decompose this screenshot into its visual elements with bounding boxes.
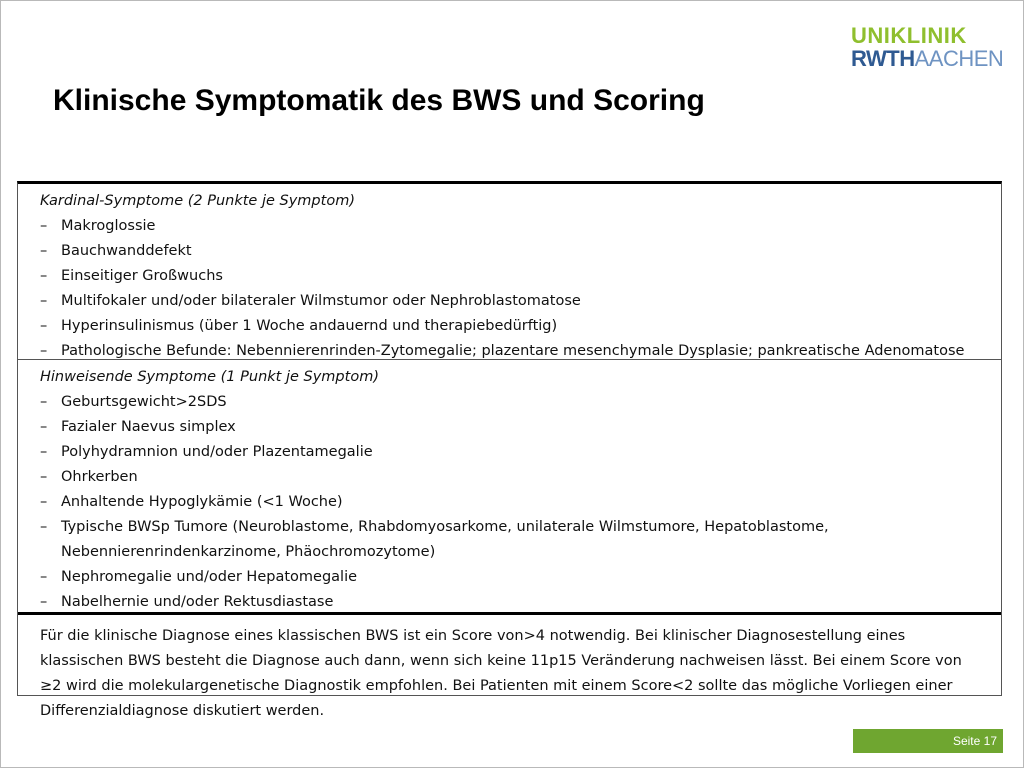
cardinal-item-text: Bauchwanddefekt [61, 243, 192, 259]
cardinal-item [40, 239, 1001, 264]
indicative-item [40, 465, 1001, 490]
indicative-item [40, 415, 1001, 440]
cardinal-symptoms-section [18, 184, 1001, 359]
page-number-badge [853, 729, 1003, 753]
list-dash: – [40, 268, 48, 284]
cardinal-item [40, 289, 1001, 314]
indicative-item-text: Anhaltende Hypoglykämie (<1 Woche) [61, 494, 343, 510]
symptom-table [17, 181, 1002, 719]
page-number: Seite 17 [952, 734, 997, 748]
indicative-item [40, 515, 1001, 565]
list-dash: – [40, 394, 48, 410]
indicative-item [40, 440, 1001, 465]
scoring-note: Für die klinische Diagnose eines klassischen BWS ist ein Score von>4 notwendig. Bei klinischer Diagnosestellung eines klassischen BWS besteht die Diagnose auch dann, wenn sich keine 11p15 Veränderung nachweisen lässt. Bei einem Score von ≥2 wird die molekulargenetische Diagnostik empfohlen. Bei Patienten mit einem Score<2 sollte das mögliche Vorliegen einer Differenzialdiagnose diskutiert werden. [40, 628, 962, 719]
indicative-symptoms-section [18, 359, 1001, 612]
logo-aachen: AACHEN [914, 46, 1004, 71]
indicative-item-text: Nephromegalie und/oder Hepatomegalie [61, 569, 358, 585]
cardinal-item-text: Pathologische Befunde: Nebennierenrinden-Zytomegalie; plazentare mesenchymale Dysplasie; pankreatische Adenomatose [61, 343, 965, 359]
list-dash: – [40, 243, 48, 259]
list-dash: – [40, 318, 48, 334]
list-dash: – [40, 293, 48, 309]
indicative-item-text: Fazialer Naevus simplex [61, 419, 236, 435]
logo-line-rwth-aachen [851, 47, 1003, 71]
list-dash: – [40, 594, 48, 610]
indicative-item-text: Typische BWSp Tumore (Neuroblastome, Rhabdomyosarkome, unilaterale Wilmstumore, Hepatoblastome, Nebennierenrindenkarzinome, Phäochromozytome) [61, 519, 829, 560]
indicative-item-text: Ohrkerben [61, 469, 138, 485]
indicative-item [40, 390, 1001, 415]
cardinal-item-text: Einseitiger Großwuchs [61, 268, 223, 284]
list-dash: – [40, 218, 48, 234]
cardinal-item-text: Makroglossie [61, 218, 156, 234]
cardinal-item [40, 314, 1001, 339]
list-dash: – [40, 419, 48, 435]
list-dash: – [40, 444, 48, 460]
list-dash: – [40, 469, 48, 485]
indicative-symptoms-heading: Hinweisende Symptome (1 Punkt je Symptom) [40, 369, 379, 385]
logo-rwth: RWTH [851, 46, 915, 71]
indicative-item-text: Geburtsgewicht>2SDS [61, 394, 227, 410]
cardinal-item [40, 264, 1001, 289]
list-dash: – [40, 343, 48, 359]
logo-line-uniklinik: UNIKLINIK [851, 23, 967, 48]
indicative-item [40, 490, 1001, 515]
scoring-note-section [18, 612, 1001, 719]
slide-title: Klinische Symptomatik des BWS und Scoring [53, 84, 705, 117]
indicative-item [40, 565, 1001, 590]
cardinal-symptoms-heading: Kardinal-Symptome (2 Punkte je Symptom) [40, 193, 355, 209]
cardinal-item-text: Multifokaler und/oder bilateraler Wilmstumor oder Nephroblastomatose [61, 293, 581, 309]
cardinal-item [40, 214, 1001, 239]
indicative-item-text: Nabelhernie und/oder Rektusdiastase [61, 594, 334, 610]
cardinal-item-text: Hyperinsulinismus (über 1 Woche andauernd und therapiebedürftig) [61, 318, 558, 334]
list-dash: – [40, 569, 48, 585]
list-dash: – [40, 519, 48, 535]
indicative-item-text: Polyhydramnion und/oder Plazentamegalie [61, 444, 373, 460]
list-dash: – [40, 494, 48, 510]
uniklinik-rwth-aachen-logo [851, 23, 1004, 71]
